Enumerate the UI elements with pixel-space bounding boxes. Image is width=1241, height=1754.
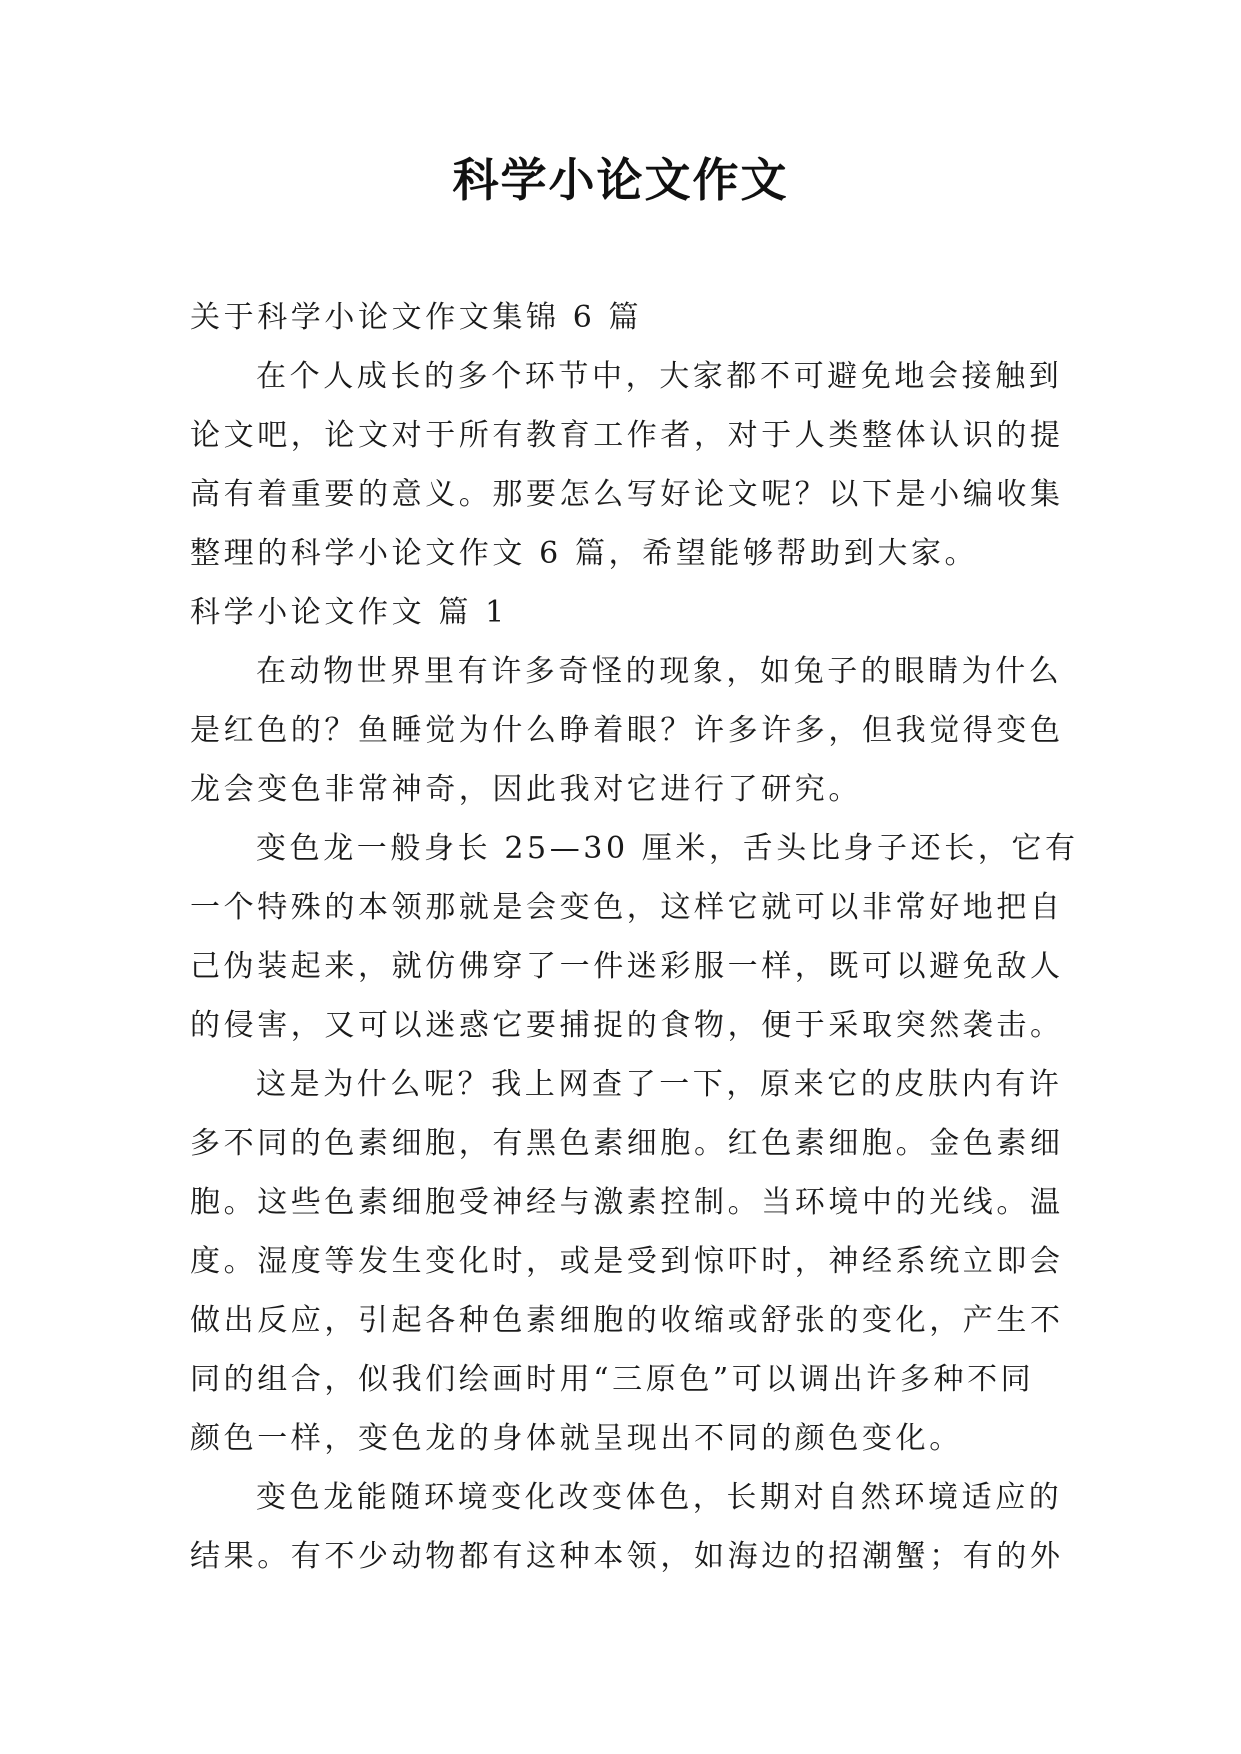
text-line: 己伪装起来，就仿佛穿了一件迷彩服一样，既可以避免敌人: [190, 949, 1064, 984]
text-line: 度。湿度等发生变化时，或是受到惊吓时，神经系统立即会: [190, 1244, 1064, 1279]
text-line: 龙会变色非常神奇，因此我对它进行了研究。: [190, 772, 862, 807]
document-body: [190, 288, 1079, 1586]
text-line: 科学小论文作文 篇 1: [190, 595, 508, 630]
paragraph-first-line: 在个人成长的多个环节中，大家都不可避免地会接触到: [256, 359, 1063, 394]
text-line: 关于科学小论文作文集锦 6 篇: [190, 300, 643, 335]
text-line: 结果。有不少动物都有这种本领，如海边的招潮蟹；有的外: [190, 1539, 1064, 1574]
text-line: 胞。这些色素细胞受神经与激素控制。当环境中的光线。温: [190, 1185, 1064, 1220]
text-line: 颜色一样，变色龙的身体就呈现出不同的颜色变化。: [190, 1421, 963, 1456]
document-title: 科学小论文作文: [452, 153, 789, 207]
text-line: 做出反应，引起各种色素细胞的收缩或舒张的变化，产生不: [190, 1303, 1064, 1338]
paragraph-first-line: 变色龙一般身长 25—30 厘米，舌头比身子还长，它有: [256, 831, 1079, 866]
paragraph-first-line: 在动物世界里有许多奇怪的现象，如兔子的眼睛为什么: [256, 654, 1063, 689]
text-line: 的侵害，又可以迷惑它要捕捉的食物，便于采取突然袭击。: [190, 1008, 1064, 1043]
text-line: 是红色的？鱼睡觉为什么睁着眼？许多许多，但我觉得变色: [190, 713, 1064, 748]
text-line: 高有着重要的意义。那要怎么写好论文呢？以下是小编收集: [190, 477, 1064, 512]
text-line: 同的组合，似我们绘画时用“三原色”可以调出许多种不同: [190, 1362, 1035, 1397]
paragraph-first-line: 这是为什么呢？我上网查了一下，原来它的皮肤内有许: [256, 1067, 1063, 1102]
paragraph-first-line: 变色龙能随环境变化改变体色，长期对自然环境适应的: [256, 1480, 1063, 1515]
text-line: 整理的科学小论文作文 6 篇，希望能够帮助到大家。: [190, 536, 979, 571]
text-line: 论文吧，论文对于所有教育工作者，对于人类整体认识的提: [190, 418, 1064, 453]
text-line: 一个特殊的本领那就是会变色，这样它就可以非常好地把自: [190, 890, 1064, 925]
text-line: 多不同的色素细胞，有黑色素细胞。红色素细胞。金色素细: [190, 1126, 1064, 1161]
